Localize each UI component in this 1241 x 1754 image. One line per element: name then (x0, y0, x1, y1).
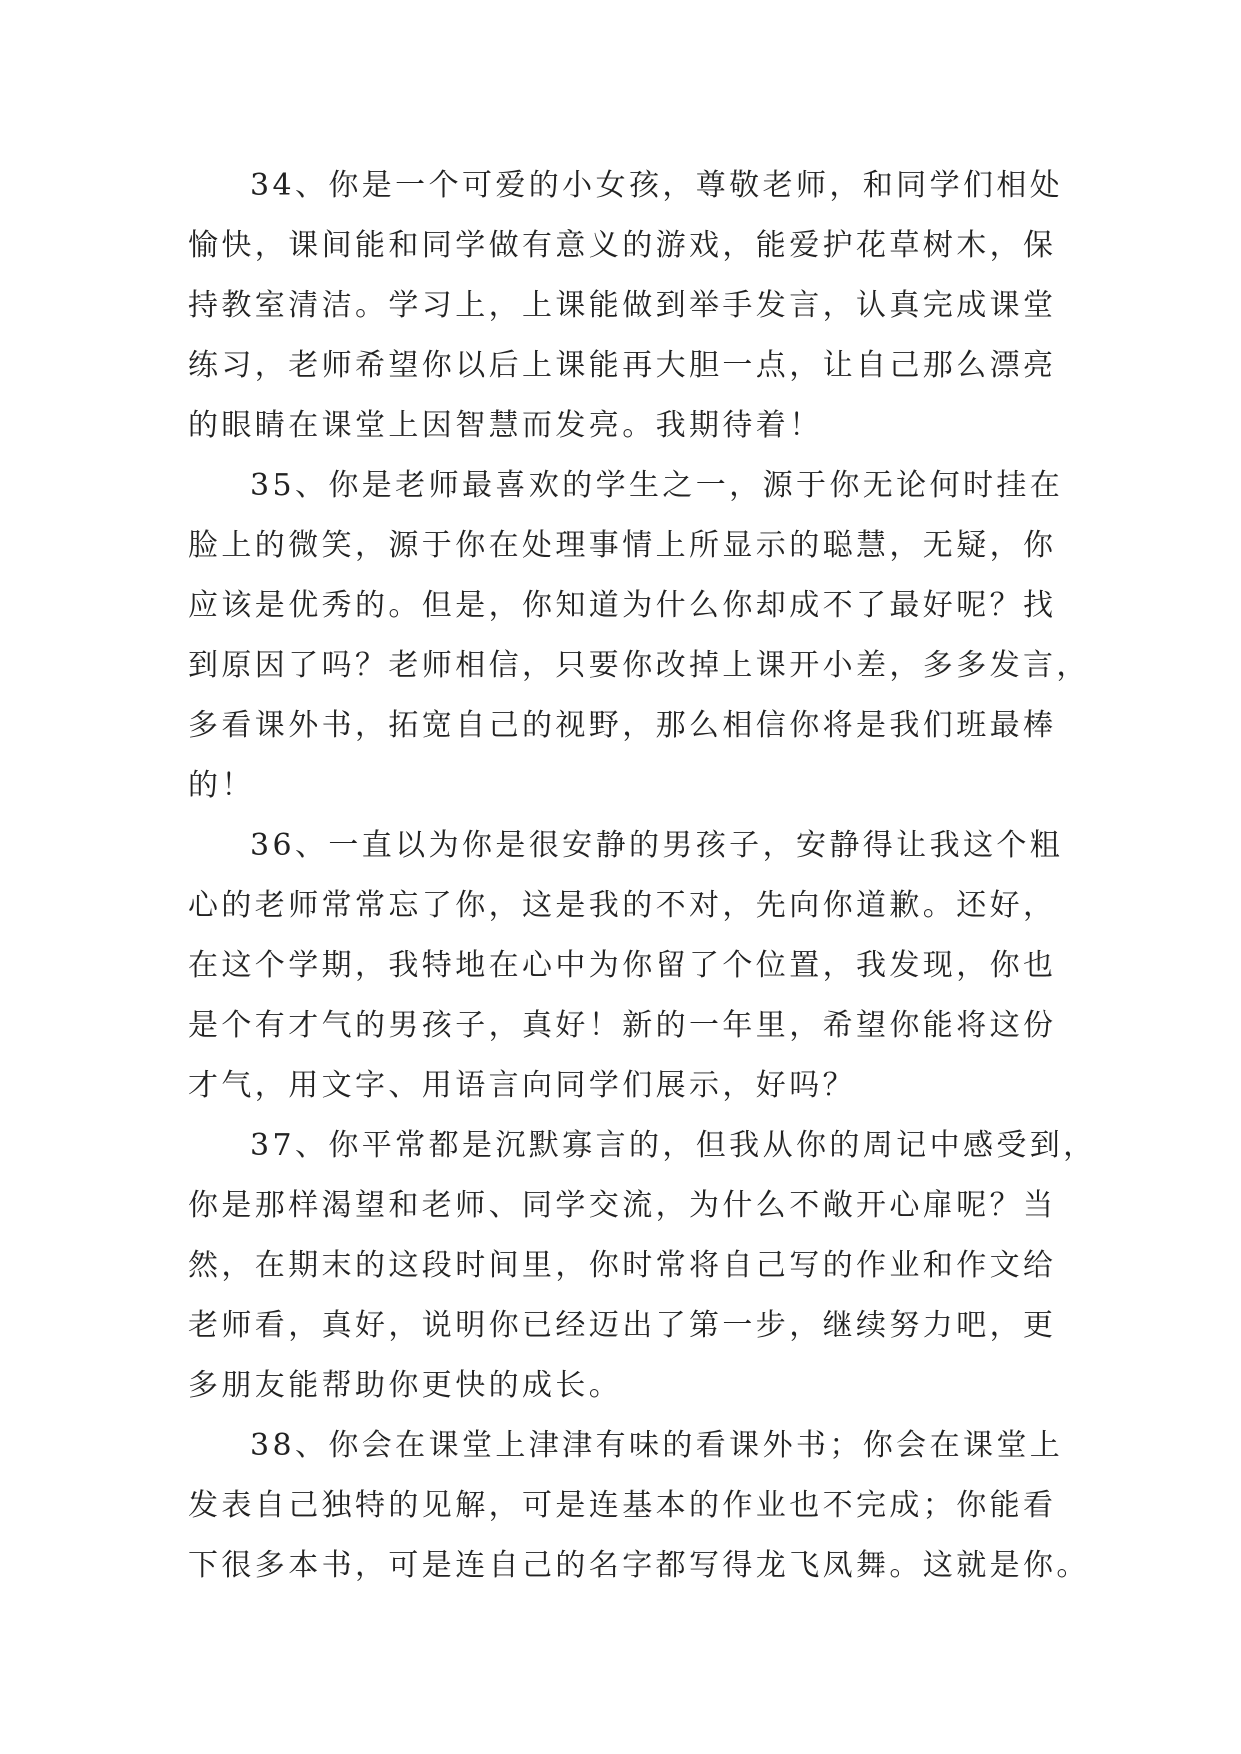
document-body (188, 156, 1097, 1596)
comment-paragraph-36 (188, 816, 1064, 1116)
paragraph-line: 下很多本书，可是连自己的名字都写得龙飞凤舞。这就是你。 (188, 1548, 1090, 1583)
paragraph-line: 脸上的微笑，源于你在处理事情上所显示的聪慧，无疑，你 (188, 528, 1057, 563)
paragraph-line: 你是那样渴望和老师、同学交流，为什么不敞开心扉呢？当 (188, 1188, 1057, 1223)
paragraph-line: 35、你是老师最喜欢的学生之一，源于你无论何时挂在 (250, 468, 1064, 503)
comment-paragraph-35 (188, 456, 1090, 816)
paragraph-line: 多朋友能帮助你更快的成长。 (188, 1368, 623, 1403)
paragraph-line: 才气，用文字、用语言向同学们展示，好吗？ (188, 1068, 856, 1103)
comment-paragraph-37 (188, 1116, 1097, 1416)
paragraph-line: 多看课外书，拓宽自己的视野，那么相信你将是我们班最棒 (188, 708, 1057, 743)
paragraph-line: 发表自己独特的见解，可是连基本的作业也不完成；你能看 (188, 1488, 1057, 1523)
paragraph-line: 心的老师常常忘了你，这是我的不对，先向你道歉。还好， (188, 888, 1057, 923)
comment-paragraph-34 (188, 156, 1064, 456)
paragraph-line: 34、你是一个可爱的小女孩，尊敬老师，和同学们相处 (250, 168, 1064, 203)
paragraph-line: 在这个学期，我特地在心中为你留了个位置，我发现，你也 (188, 948, 1057, 983)
paragraph-line: 38、你会在课堂上津津有味的看课外书；你会在课堂上 (250, 1428, 1064, 1463)
paragraph-line: 应该是优秀的。但是，你知道为什么你却成不了最好呢？找 (188, 588, 1057, 623)
comment-paragraph-38 (188, 1416, 1090, 1596)
paragraph-line: 的眼睛在课堂上因智慧而发亮。我期待着！ (188, 408, 823, 443)
paragraph-line: 老师看，真好，说明你已经迈出了第一步，继续努力吧，更 (188, 1308, 1057, 1343)
paragraph-line: 37、你平常都是沉默寡言的，但我从你的周记中感受到， (250, 1128, 1097, 1163)
paragraph-line: 是个有才气的男孩子，真好！新的一年里，希望你能将这份 (188, 1008, 1057, 1043)
paragraph-line: 持教室清洁。学习上，上课能做到举手发言，认真完成课堂 (188, 288, 1057, 323)
paragraph-line: 练习，老师希望你以后上课能再大胆一点，让自己那么漂亮 (188, 348, 1057, 383)
paragraph-line: 然，在期末的这段时间里，你时常将自己写的作业和作文给 (188, 1248, 1057, 1283)
paragraph-line: 到原因了吗？老师相信，只要你改掉上课开小差，多多发言， (188, 648, 1090, 683)
paragraph-line: 的！ (188, 768, 255, 803)
paragraph-line: 36、一直以为你是很安静的男孩子，安静得让我这个粗 (250, 828, 1064, 863)
paragraph-line: 愉快，课间能和同学做有意义的游戏，能爱护花草树木，保 (188, 228, 1057, 263)
